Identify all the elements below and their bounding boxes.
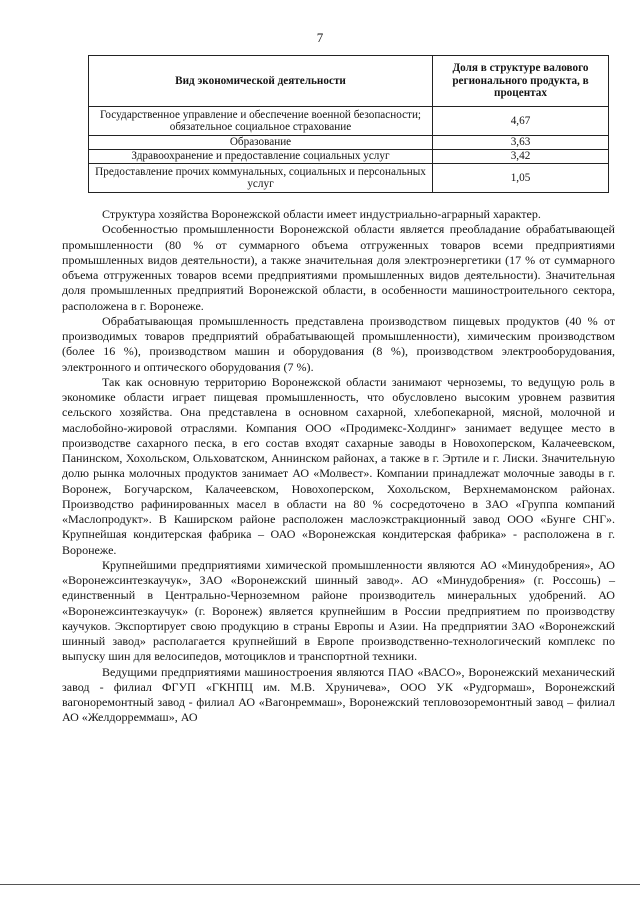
row-share: 1,05 xyxy=(433,164,609,193)
header-share: Доля в структуре валового регионального продукта, в процентах xyxy=(433,56,609,107)
row-activity: Предоставление прочих коммунальных, социальных и персональных услуг xyxy=(89,164,433,193)
paragraph-machine-building: Ведущими предприятиями машиностроения являются ПАО «ВАСО», Воронежский механический завод - филиал ФГУП «ГКНПЦ им. М.В. Хруничева», ООО УК «Рудгормаш», Воронежский вагоноремонтный завод - филиал АО «Вагонреммаш», Воронежский тепловозоремонтный завод – филиал АО «Желдорреммаш», АО xyxy=(62,664,615,725)
page-number: 7 xyxy=(316,30,324,45)
table-row xyxy=(89,107,609,136)
paragraph-industry-features: Особенностью промышленности Воронежской области является преобладание обрабатывающей промышленности (80 % от суммарного объема отгруженных товаров всеми предприятиями промышленных видов деятельности), а также значительная доля электроэнергетики (17 % от суммарного объема отгруженных товаров всеми предприятиями промышленных видов деятельности). Значительная доля промышленных предприятий Воронежской области, в особенности машиностроительного сектора, расположена в г. Воронеже. xyxy=(62,222,615,313)
row-activity: Образование xyxy=(89,136,433,150)
paragraph-food-industry: Так как основную территорию Воронежской области занимают черноземы, то ведущую роль в экономике области играет пищевая промышленность, что обусловлено высоким уровнем развития сельского хозяйства. Она представлена в основном сахарной, хлебопекарной, мясной, молочной и маслобойно-жировой отраслями. Компания ООО «Продимекс-Холдинг» занимает ведущее место в производстве сахарного песка, в его состав входят сахарные заводы в Новохоперском, Калачеевском, Панинском, Хохольском, Ольховатском, Аннинском районах, а также в г. Эртиле и г. Лиски. Значительную долю рынка молочных продуктов занимает АО «Молвест». Компании принадлежат молочные заводы в г. Воронеж, Богучарском, Калачеевском, Новохоперском, Хохольском, Верхнемамонском районах. Производство рафинированных масел в области на 80 % сосредоточено в ЗАО «Группа компаний «Маслопродукт». В Каширском районе расположен маслоэкстракционный завод ООО «Бунге СНГ». Крупнейшая кондитерская фабрика – ОАО «Воронежская кондитерская фабрика» - расположена в г. Воронеже. xyxy=(62,374,615,557)
paragraph-manufacturing: Обрабатывающая промышленность представлена производством пищевых продуктов (40 % от производимых товаров предприятий обрабатывающей промышленности), химическим производством (более 16 %), производством машин и оборудования (8 %), производством электрооборудования, электронного и оптического оборудования (7 %). xyxy=(62,313,615,374)
footer-divider xyxy=(0,884,640,885)
economic-activity-table xyxy=(88,55,609,193)
paragraph-structure: Структура хозяйства Воронежской области имеет индустриально-аграрный характер. xyxy=(102,207,541,221)
row-share: 4,67 xyxy=(433,107,609,136)
row-share: 3,63 xyxy=(433,136,609,150)
row-activity: Государственное управление и обеспечение военной безопасности; обязательное социальное страхование xyxy=(89,107,433,136)
table-row xyxy=(89,164,609,193)
row-activity: Здравоохранение и предоставление социальных услуг xyxy=(89,150,433,164)
header-activity: Вид экономической деятельности xyxy=(89,56,433,107)
table-row xyxy=(89,136,609,150)
table-row xyxy=(89,150,609,164)
row-share: 3,42 xyxy=(433,150,609,164)
body-text xyxy=(62,207,615,726)
paragraph-chemical-industry: Крупнейшими предприятиями химической промышленности являются АО «Минудобрения», АО «Воронежсинтезкаучук», ЗАО «Воронежский шинный завод». АО «Минудобрения» (г. Россошь) – единственный в Центрально-Черноземном районе производитель минеральных удобрений. АО «Воронежсинтезкаучук» (г. Воронеж) является крупнейшим в России предприятием по производству каучуков. Экспортирует свою продукцию в страны Европы и Азии. На предприятии ЗАО «Воронежский шинный завод» располагается крупнейший в Европе производственно-технологический комплекс по выпуску шин для велосипедов, мотоциклов и транспортной техники. xyxy=(62,557,615,664)
table-header-row xyxy=(89,56,609,107)
